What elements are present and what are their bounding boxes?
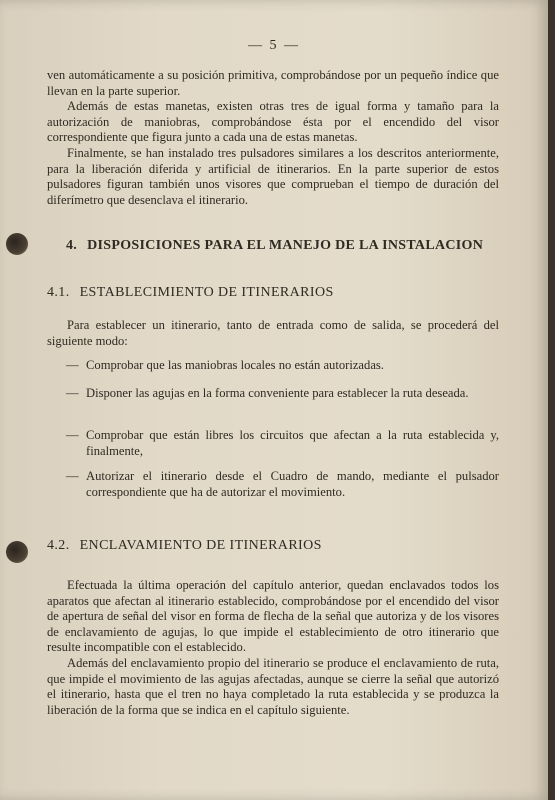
list-item: — Disponer las agujas en la forma conveniente para establecer la ruta deseada.: [66, 386, 469, 400]
subsection-title: ESTABLECIMIENTO DE ITINERARIOS: [79, 285, 334, 300]
intro-paragraph: ven automáticamente a su posición primitiva, comprobándose por un pequeño índice que llevan en la parte superior.: [47, 68, 499, 98]
binder-hole-bottom: [6, 541, 28, 563]
section-4-1-heading: [47, 285, 334, 301]
body-paragraph: Además del enclavamiento propio del itinerario se produce el enclavamiento de ruta, que impide el movimiento de las agujas afectadas, aunque se cierre la señal que autorizó el itinerario, hasta que el tren no haya completado la ruta establecida y se produzca la liberación de la forma que se indica en el capítulo siguiente.: [47, 655, 499, 717]
procedure-intro: Para establecer un itinerario, tanto de entrada como de salida, se procederá del siguiente modo:: [47, 318, 499, 348]
list-item: — Comprobar que las maniobras locales no están autorizadas.: [66, 358, 384, 372]
section-4-1-body: [47, 318, 499, 349]
procedure-list: [66, 428, 499, 459]
procedure-list: [66, 358, 499, 374]
subsection-number: 4.2.: [47, 538, 70, 553]
section-number: 4.: [66, 238, 78, 253]
intro-text: [47, 68, 499, 208]
section-4-2-body: [47, 578, 499, 718]
section-title: DISPOSICIONES PARA EL MANEJO DE LA INSTALACION: [87, 238, 484, 253]
section-4-2-heading: [47, 538, 322, 554]
page-number: — 5 —: [248, 38, 300, 53]
page-edge-shadow: [548, 0, 555, 800]
binder-hole-top: [6, 233, 28, 255]
body-paragraph: Efectuada la última operación del capítulo anterior, quedan enclavados todos los aparatos que afectan al itinerario establecido, comprobándose por el encendido del visor de apertura de señal del visor en forma de flecha de la señal que autoriza y de los visores de enclavamiento de agujas, lo que impide el establecimiento de otro itinerario que resulte incompatible con el establecido.: [47, 578, 499, 655]
subsection-number: 4.1.: [47, 285, 70, 300]
procedure-list: [66, 469, 499, 500]
list-item: — Autorizar el itinerario desde el Cuadro de mando, mediante el pulsador correspondiente que ha de autorizar el movimiento.: [66, 469, 499, 499]
subsection-title: ENCLAVAMIENTO DE ITINERARIOS: [79, 538, 322, 553]
intro-paragraph: Además de estas manetas, existen otras tres de igual forma y tamaño para la autorización de maniobras, comprobándose ésta por el encendido del visor correspondiente que figura junto a cada una de estas manetas.: [47, 99, 499, 145]
procedure-list: [66, 386, 499, 402]
section-4-heading: [66, 238, 483, 254]
list-item: — Comprobar que están libres los circuitos que afectan a la ruta establecida y, finalmente,: [66, 428, 499, 458]
intro-paragraph: Finalmente, se han instalado tres pulsadores similares a los descritos anteriormente, para la liberación diferida y artificial de itinerarios. En la parte superior de estos pulsadores figuran también unos visores que comprueban el tiempo de duración del diferímetro que desenclava el itinerario.: [47, 145, 499, 207]
